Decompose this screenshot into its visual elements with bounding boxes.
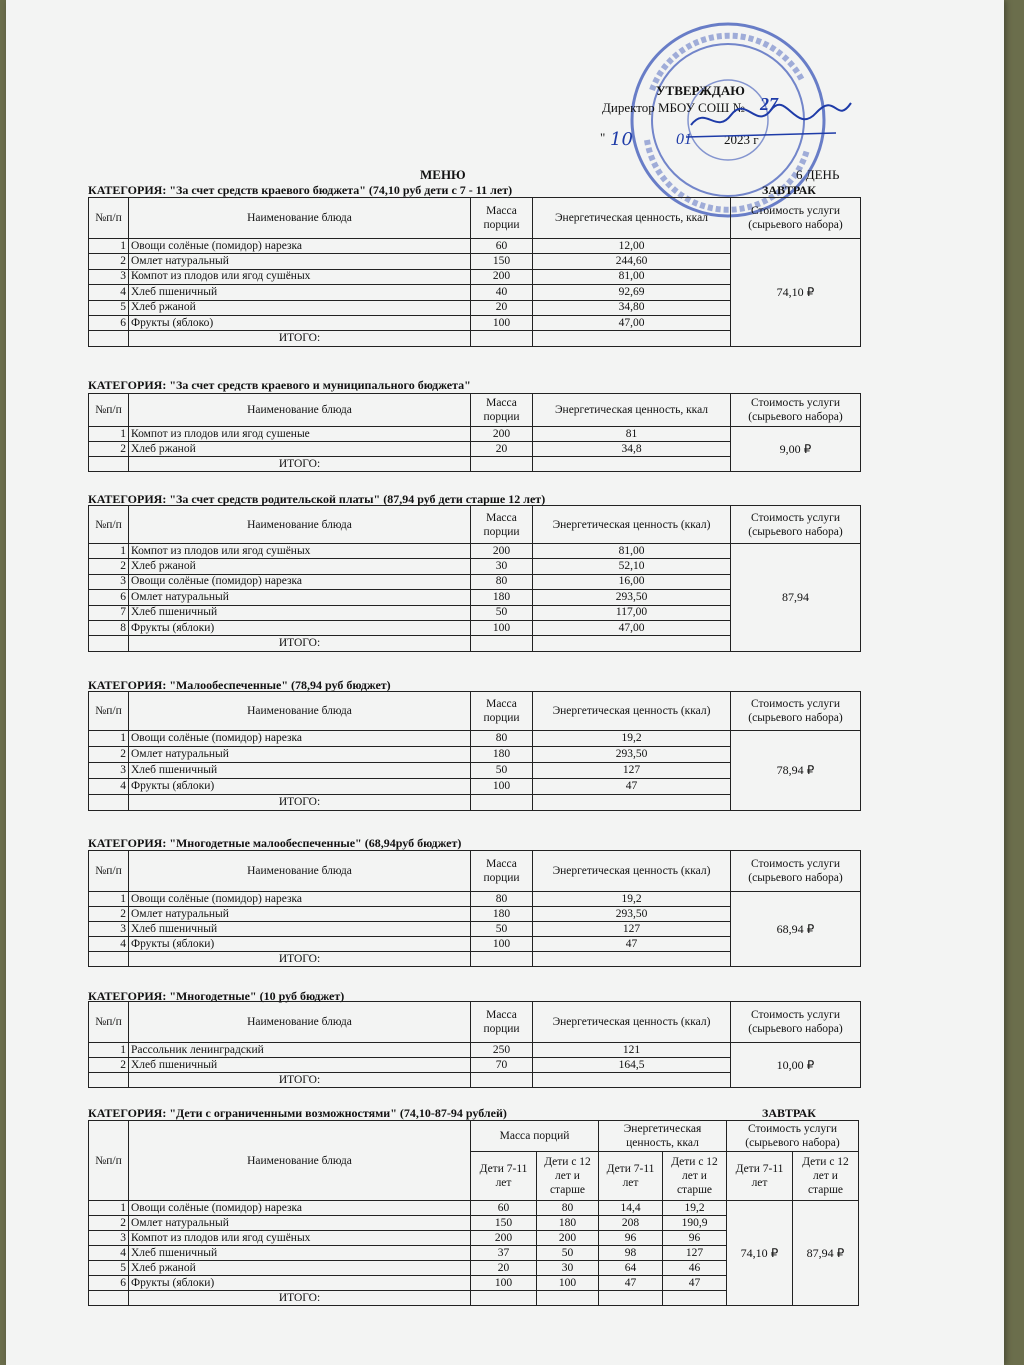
row-number: 2 bbox=[89, 747, 129, 763]
total-mass bbox=[471, 457, 533, 472]
service-cost: 68,94 ₽ bbox=[731, 892, 861, 967]
service-cost-12: 87,94 ₽ bbox=[793, 1201, 859, 1306]
dish-mass: 100 bbox=[471, 620, 533, 635]
dish-energy: 127 bbox=[533, 763, 731, 779]
category-title: КАТЕГОРИЯ: "Многодетные малообеспеченные" (68,94руб бюджет) bbox=[88, 836, 462, 850]
dish-mass: 50 bbox=[471, 763, 533, 779]
col-header-cost: Стоимость услуги (сырьевого набора) bbox=[731, 1002, 861, 1043]
col-subheader-age: Дети с 12 лет и старше bbox=[537, 1152, 599, 1201]
total-label: ИТОГО: bbox=[129, 1073, 471, 1088]
dish-mass-12: 30 bbox=[537, 1261, 599, 1276]
dish-name: Хлеб пшеничный bbox=[129, 285, 471, 300]
total-label: ИТОГО: bbox=[129, 952, 471, 967]
date-year: 2023 г bbox=[724, 132, 759, 147]
row-number: 3 bbox=[89, 922, 129, 937]
dish-mass: 180 bbox=[471, 747, 533, 763]
table-row bbox=[89, 239, 861, 254]
col-header-energy: Энергетическая ценность (ккал) bbox=[533, 692, 731, 731]
dish-mass: 20 bbox=[471, 300, 533, 315]
dish-name: Фрукты (яблоки) bbox=[129, 620, 471, 635]
dish-energy: 81 bbox=[533, 427, 731, 442]
dish-energy: 92,69 bbox=[533, 285, 731, 300]
category-title: КАТЕГОРИЯ: "За счет средств краевого и муниципального бюджета" bbox=[88, 378, 471, 392]
dish-energy: 19,2 bbox=[533, 892, 731, 907]
dish-mass: 70 bbox=[471, 1058, 533, 1073]
dish-energy-7-11: 96 bbox=[599, 1231, 663, 1246]
category-title: КАТЕГОРИЯ: "Дети с ограниченными возможностями" (74,10-87-94 рублей) bbox=[88, 1106, 507, 1120]
category-title: КАТЕГОРИЯ: "За счет средств краевого бюджета" (74,10 руб дети с 7 - 11 лет) bbox=[88, 183, 513, 197]
dish-energy-7-11: 208 bbox=[599, 1216, 663, 1231]
category-title: КАТЕГОРИЯ: "Малообеспеченные" (78,94 руб бюджет) bbox=[88, 678, 391, 692]
col-header-mass: Масса порции bbox=[471, 506, 533, 544]
director-label: Директор МБОУ СОШ № bbox=[602, 100, 745, 115]
dish-name: Фрукты (яблоки) bbox=[129, 1276, 471, 1291]
col-header-num: №п/п bbox=[89, 506, 129, 544]
dish-mass: 200 bbox=[471, 544, 533, 559]
col-subheader-age: Дети с 12 лет и старше bbox=[793, 1152, 859, 1201]
col-header-cost: Стоимость услуги (сырьевого набора) bbox=[731, 198, 861, 239]
col-header-mass: Масса порции bbox=[471, 851, 533, 892]
dish-mass: 100 bbox=[471, 937, 533, 952]
dish-name: Компот из плодов или ягод сушеные bbox=[129, 427, 471, 442]
dish-name: Хлеб пшеничный bbox=[129, 763, 471, 779]
dish-energy: 47 bbox=[533, 779, 731, 795]
dish-energy-12: 127 bbox=[663, 1246, 727, 1261]
dish-energy: 293,50 bbox=[533, 907, 731, 922]
table-header-row bbox=[89, 198, 861, 239]
total-label: ИТОГО: bbox=[129, 331, 471, 346]
menu-table bbox=[88, 393, 861, 472]
dish-mass: 100 bbox=[471, 315, 533, 330]
col-header-energy: Энергетическая ценность, ккал bbox=[533, 198, 731, 239]
menu-table bbox=[88, 1001, 861, 1088]
row-number: 3 bbox=[89, 574, 129, 589]
service-cost: 87,94 bbox=[731, 544, 861, 652]
col-header-cost: Стоимость услуги (сырьевого набора) bbox=[727, 1121, 859, 1152]
dish-mass: 60 bbox=[471, 239, 533, 254]
total-mass bbox=[471, 331, 533, 346]
dish-mass: 150 bbox=[471, 254, 533, 269]
col-header-mass: Масса порций bbox=[471, 1121, 599, 1152]
dish-name: Хлеб пшеничный bbox=[129, 1058, 471, 1073]
dish-energy: 19,2 bbox=[533, 731, 731, 747]
date-quote: " bbox=[600, 130, 606, 145]
total-cell-empty bbox=[89, 331, 129, 346]
table-row bbox=[89, 427, 861, 442]
row-number: 4 bbox=[89, 779, 129, 795]
row-number: 1 bbox=[89, 1043, 129, 1058]
row-number: 2 bbox=[89, 1216, 129, 1231]
col-header-name: Наименование блюда bbox=[129, 506, 471, 544]
total-energy bbox=[533, 457, 731, 472]
col-header-cost: Стоимость услуги (сырьевого набора) bbox=[731, 394, 861, 427]
dish-mass-12: 100 bbox=[537, 1276, 599, 1291]
dish-mass: 180 bbox=[471, 907, 533, 922]
total-label: ИТОГО: bbox=[129, 636, 471, 651]
dish-name: Фрукты (яблоко) bbox=[129, 315, 471, 330]
total-mass bbox=[471, 1073, 533, 1088]
dish-name: Овощи солёные (помидор) нарезка bbox=[129, 1201, 471, 1216]
col-header-energy: Энергетическая ценность (ккал) bbox=[533, 851, 731, 892]
dish-mass: 100 bbox=[471, 779, 533, 795]
row-number: 5 bbox=[89, 300, 129, 315]
total-label: ИТОГО: bbox=[129, 795, 471, 811]
dish-mass-7-11: 20 bbox=[471, 1261, 537, 1276]
col-header-cost: Стоимость услуги (сырьевого набора) bbox=[731, 851, 861, 892]
service-cost: 74,10 ₽ bbox=[731, 239, 861, 347]
total-mass bbox=[471, 636, 533, 651]
dish-energy: 47,00 bbox=[533, 620, 731, 635]
day-label: 6 ДЕНЬ bbox=[796, 167, 840, 182]
dish-energy: 47,00 bbox=[533, 315, 731, 330]
document-page bbox=[6, 0, 1004, 1365]
row-number: 4 bbox=[89, 285, 129, 300]
col-header-mass: Масса порции bbox=[471, 394, 533, 427]
meal-label: ЗАВТРАК bbox=[762, 183, 817, 197]
col-header-num: №п/п bbox=[89, 198, 129, 239]
dish-mass: 200 bbox=[471, 269, 533, 284]
dish-name: Хлеб пшеничный bbox=[129, 922, 471, 937]
col-header-num: №п/п bbox=[89, 1002, 129, 1043]
service-cost-7-11: 74,10 ₽ bbox=[727, 1201, 793, 1306]
category-title: КАТЕГОРИЯ: "Многодетные" (10 руб бюджет) bbox=[88, 989, 345, 1003]
col-header-energy: Энергетическая ценность (ккал) bbox=[533, 1002, 731, 1043]
dish-name: Хлеб пшеничный bbox=[129, 605, 471, 620]
row-number: 8 bbox=[89, 620, 129, 635]
total-cell-empty bbox=[89, 636, 129, 651]
menu-table bbox=[88, 850, 861, 967]
table-header-row bbox=[89, 506, 861, 544]
col-header-mass: Масса порции bbox=[471, 198, 533, 239]
total-label: ИТОГО: bbox=[129, 1291, 471, 1306]
dish-mass: 200 bbox=[471, 427, 533, 442]
dish-energy-7-11: 64 bbox=[599, 1261, 663, 1276]
row-number: 3 bbox=[89, 269, 129, 284]
row-number: 2 bbox=[89, 442, 129, 457]
dish-name: Овощи солёные (помидор) нарезка bbox=[129, 239, 471, 254]
total-cell-empty bbox=[89, 1073, 129, 1088]
row-number: 2 bbox=[89, 1058, 129, 1073]
total-mass bbox=[471, 952, 533, 967]
dish-name: Хлеб ржаной bbox=[129, 559, 471, 574]
menu-title: МЕНЮ bbox=[420, 167, 466, 182]
col-header-energy: Энергетическая ценность, ккал bbox=[599, 1121, 727, 1152]
dish-energy-12: 47 bbox=[663, 1276, 727, 1291]
col-subheader-age: Дети 7-11 лет bbox=[599, 1152, 663, 1201]
col-header-energy: Энергетическая ценность, ккал bbox=[533, 394, 731, 427]
col-header-mass: Масса порции bbox=[471, 692, 533, 731]
col-subheader-age: Дети 7-11 лет bbox=[471, 1152, 537, 1201]
approve-label: УТВЕРЖДАЮ bbox=[656, 83, 745, 98]
dish-energy: 121 bbox=[533, 1043, 731, 1058]
col-header-mass: Масса порции bbox=[471, 1002, 533, 1043]
menu-table-special bbox=[88, 1120, 859, 1306]
dish-name: Омлет натуральный bbox=[129, 747, 471, 763]
dish-name: Компот из плодов или ягод сушёных bbox=[129, 1231, 471, 1246]
dish-name: Рассольник ленинградский bbox=[129, 1043, 471, 1058]
col-header-num: №п/п bbox=[89, 394, 129, 427]
dish-energy: 81,00 bbox=[533, 544, 731, 559]
col-header-name: Наименование блюда bbox=[129, 851, 471, 892]
dish-name: Хлеб пшеничный bbox=[129, 1246, 471, 1261]
row-number: 4 bbox=[89, 1246, 129, 1261]
dish-mass: 50 bbox=[471, 922, 533, 937]
col-header-energy: Энергетическая ценность (ккал) bbox=[533, 506, 731, 544]
menu-table bbox=[88, 505, 861, 652]
dish-name: Фрукты (яблоки) bbox=[129, 779, 471, 795]
table-header-row bbox=[89, 1002, 861, 1043]
total-cell bbox=[537, 1291, 599, 1306]
dish-energy-7-11: 47 bbox=[599, 1276, 663, 1291]
dish-energy: 12,00 bbox=[533, 239, 731, 254]
dish-energy: 34,8 bbox=[533, 442, 731, 457]
dish-energy: 293,50 bbox=[533, 590, 731, 605]
total-mass bbox=[471, 795, 533, 811]
col-header-name: Наименование блюда bbox=[129, 198, 471, 239]
dish-mass-12: 50 bbox=[537, 1246, 599, 1261]
service-cost: 78,94 ₽ bbox=[731, 731, 861, 811]
dish-mass: 30 bbox=[471, 559, 533, 574]
dish-name: Омлет натуральный bbox=[129, 1216, 471, 1231]
dish-name: Компот из плодов или ягод сушёных bbox=[129, 269, 471, 284]
menu-table bbox=[88, 691, 861, 811]
table-row bbox=[89, 892, 861, 907]
dish-name: Овощи солёные (помидор) нарезка bbox=[129, 574, 471, 589]
row-number: 6 bbox=[89, 315, 129, 330]
total-cell-empty bbox=[89, 952, 129, 967]
dish-name: Хлеб ржаной bbox=[129, 1261, 471, 1276]
row-number: 4 bbox=[89, 937, 129, 952]
dish-name: Овощи солёные (помидор) нарезка bbox=[129, 731, 471, 747]
dish-energy: 81,00 bbox=[533, 269, 731, 284]
table-row bbox=[89, 1043, 861, 1058]
col-header-num: №п/п bbox=[89, 692, 129, 731]
total-label: ИТОГО: bbox=[129, 457, 471, 472]
table-row bbox=[89, 544, 861, 559]
row-number: 6 bbox=[89, 590, 129, 605]
row-number: 2 bbox=[89, 559, 129, 574]
total-cell-empty bbox=[89, 795, 129, 811]
dish-mass: 250 bbox=[471, 1043, 533, 1058]
dish-name: Овощи солёные (помидор) нарезка bbox=[129, 892, 471, 907]
row-number: 2 bbox=[89, 254, 129, 269]
service-cost: 10,00 ₽ bbox=[731, 1043, 861, 1088]
dish-mass: 180 bbox=[471, 590, 533, 605]
row-number: 1 bbox=[89, 731, 129, 747]
dish-mass: 80 bbox=[471, 892, 533, 907]
dish-energy-12: 19,2 bbox=[663, 1201, 727, 1216]
dish-mass: 20 bbox=[471, 442, 533, 457]
table-header-row bbox=[89, 394, 861, 427]
total-cell bbox=[663, 1291, 727, 1306]
dish-energy-12: 190,9 bbox=[663, 1216, 727, 1231]
dish-energy: 52,10 bbox=[533, 559, 731, 574]
dish-energy-7-11: 98 bbox=[599, 1246, 663, 1261]
dish-mass: 40 bbox=[471, 285, 533, 300]
total-cell-empty bbox=[89, 457, 129, 472]
dish-mass-12: 80 bbox=[537, 1201, 599, 1216]
total-cell bbox=[599, 1291, 663, 1306]
dish-mass: 80 bbox=[471, 731, 533, 747]
dish-energy: 164,5 bbox=[533, 1058, 731, 1073]
dish-energy-12: 46 bbox=[663, 1261, 727, 1276]
total-energy bbox=[533, 795, 731, 811]
row-number: 3 bbox=[89, 1231, 129, 1246]
table-row bbox=[89, 731, 861, 747]
category-title: КАТЕГОРИЯ: "За счет средств родительской платы" (87,94 руб дети старше 12 лет) bbox=[88, 492, 546, 506]
dish-energy: 117,00 bbox=[533, 605, 731, 620]
col-header-num: №п/п bbox=[89, 851, 129, 892]
row-number: 1 bbox=[89, 544, 129, 559]
dish-energy: 127 bbox=[533, 922, 731, 937]
row-number: 6 bbox=[89, 1276, 129, 1291]
dish-name: Омлет натуральный bbox=[129, 590, 471, 605]
col-header-cost: Стоимость услуги (сырьевого набора) bbox=[731, 506, 861, 544]
service-cost: 9,00 ₽ bbox=[731, 427, 861, 472]
dish-energy: 16,00 bbox=[533, 574, 731, 589]
col-header-name: Наименование блюда bbox=[129, 394, 471, 427]
col-subheader-age: Дети с 12 лет и старше bbox=[663, 1152, 727, 1201]
dish-mass: 50 bbox=[471, 605, 533, 620]
dish-mass-7-11: 100 bbox=[471, 1276, 537, 1291]
dish-mass: 80 bbox=[471, 574, 533, 589]
school-number-handwritten: 27 bbox=[760, 94, 778, 114]
row-number: 1 bbox=[89, 239, 129, 254]
menu-table bbox=[88, 197, 861, 347]
meal-label: ЗАВТРАК bbox=[762, 1106, 817, 1120]
total-energy bbox=[533, 331, 731, 346]
total-energy bbox=[533, 952, 731, 967]
total-cell-empty bbox=[89, 1291, 129, 1306]
dish-energy: 293,50 bbox=[533, 747, 731, 763]
col-header-name: Наименование блюда bbox=[129, 692, 471, 731]
dish-name: Омлет натуральный bbox=[129, 907, 471, 922]
dish-mass-7-11: 60 bbox=[471, 1201, 537, 1216]
dish-name: Хлеб ржаной bbox=[129, 442, 471, 457]
total-cell bbox=[471, 1291, 537, 1306]
dish-energy-7-11: 14,4 bbox=[599, 1201, 663, 1216]
director-signature bbox=[686, 95, 856, 145]
dish-name: Фрукты (яблоки) bbox=[129, 937, 471, 952]
col-header-name: Наименование блюда bbox=[129, 1002, 471, 1043]
col-subheader-age: Дети 7-11 лет bbox=[727, 1152, 793, 1201]
table-row bbox=[89, 1201, 859, 1216]
dish-name: Компот из плодов или ягод сушёных bbox=[129, 544, 471, 559]
dish-mass-12: 200 bbox=[537, 1231, 599, 1246]
row-number: 1 bbox=[89, 892, 129, 907]
col-header-name: Наименование блюда bbox=[129, 1121, 471, 1201]
dish-energy: 244,60 bbox=[533, 254, 731, 269]
total-energy bbox=[533, 636, 731, 651]
table-header-row bbox=[89, 1121, 859, 1152]
dish-mass-7-11: 200 bbox=[471, 1231, 537, 1246]
dish-energy-12: 96 bbox=[663, 1231, 727, 1246]
row-number: 7 bbox=[89, 605, 129, 620]
dish-mass-12: 180 bbox=[537, 1216, 599, 1231]
row-number: 5 bbox=[89, 1261, 129, 1276]
date-day-handwritten: 10 bbox=[610, 129, 633, 150]
dish-name: Омлет натуральный bbox=[129, 254, 471, 269]
date-month-handwritten: 01 bbox=[676, 131, 692, 148]
row-number: 2 bbox=[89, 907, 129, 922]
dish-mass-7-11: 150 bbox=[471, 1216, 537, 1231]
row-number: 1 bbox=[89, 427, 129, 442]
table-header-row bbox=[89, 692, 861, 731]
dish-energy: 34,80 bbox=[533, 300, 731, 315]
table-header-row bbox=[89, 851, 861, 892]
total-energy bbox=[533, 1073, 731, 1088]
dish-mass-7-11: 37 bbox=[471, 1246, 537, 1261]
col-header-cost: Стоимость услуги (сырьевого набора) bbox=[731, 692, 861, 731]
row-number: 1 bbox=[89, 1201, 129, 1216]
dish-name: Хлеб ржаной bbox=[129, 300, 471, 315]
row-number: 3 bbox=[89, 763, 129, 779]
col-header-num: №п/п bbox=[89, 1121, 129, 1201]
dish-energy: 47 bbox=[533, 937, 731, 952]
